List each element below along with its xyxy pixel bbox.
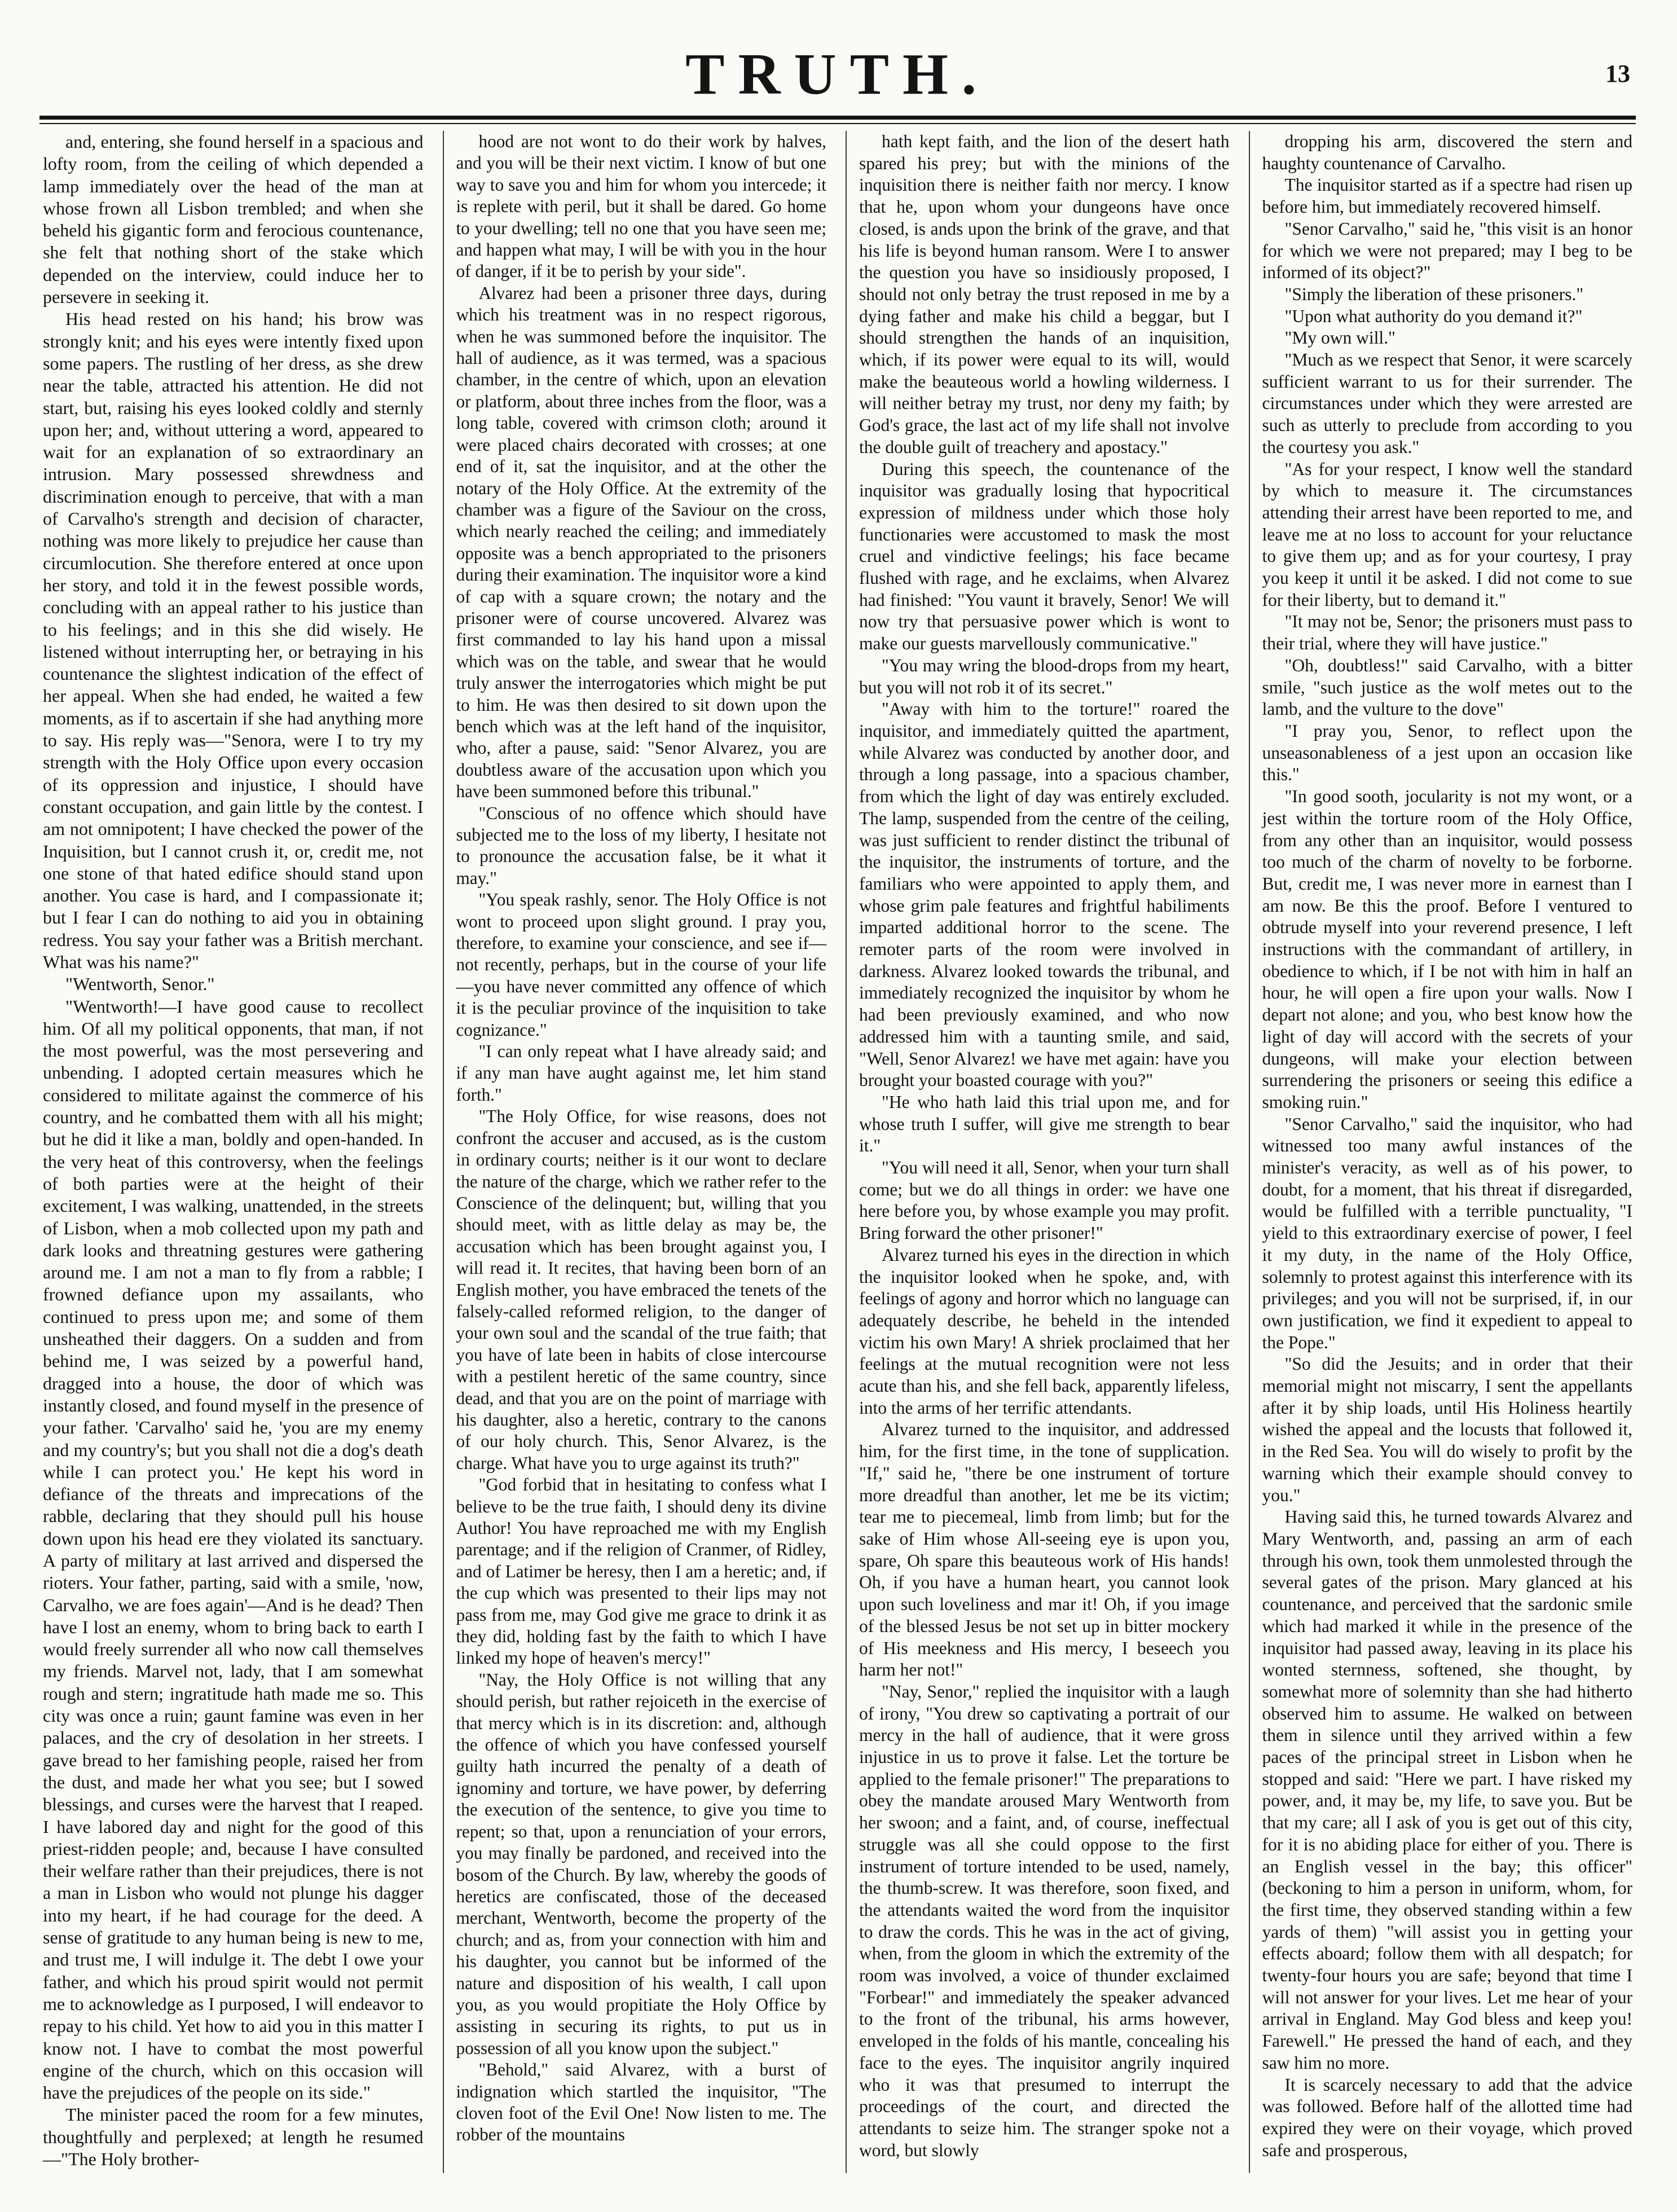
paragraph: "Much as we respect that Senor, it were scarcely sufficient warrant to us for their surrender. The circumstances under which they were arrested are such as utterly to preclude from according to you the courtesy you ask." bbox=[1262, 350, 1632, 457]
paragraph: The minister paced the room for a few minutes, thoughtfully and perplexed; at length he resumed—"The Holy brother- bbox=[43, 2104, 424, 2170]
paragraph: "Away with him to the torture!" roared the inquisitor, and immediately quitted the apartment, while Alvarez was conducted by another door, and through a long passage, into a spacious chamber, from which the light of day was entirely excluded. The lamp, suspended from the centre of the ceiling, was just sufficient to render distinct the tribunal of the inquisitor, the instruments of torture, and the familiars who were appointed to apply them, and whose grim pale features and frightful habiliments imparted additional horror to the scene. The remoter parts of the room were involved in darkness. Alvarez looked towards the tribunal, and immediately recognized the inquisitor by whom he had been previously examined, and who now addressed him with a taunting smile, and said, "Well, Senor Alvarez! we have met again: have you brought your boasted courage with you?" bbox=[859, 699, 1230, 1090]
paragraph: Alvarez turned his eyes in the direction in which the inquisitor looked when he spoke, and, with feelings of agony and horror which no language can adequately describe, he beheld in the intended victim his own Mary! A shriek proclaimed that her feelings at the mutual recognition were not less acute than his, and she fell back, apparently lifeless, into the arms of her terrific attendants. bbox=[859, 1244, 1230, 1418]
paragraph: "Wentworth, Senor." bbox=[65, 974, 215, 995]
paragraph: His head rested on his hand; his brow was strongly knit; and his eyes were intently fixed upon some papers. The rustling of her dress, as she drew near the table, attracted his attention. He did not start, but, raising his eyes looked coldly and sternly upon her; and, without uttering a word, appeared to wait for an explanation of so extraordinary an intrusion. Mary possessed shrewdness and discrimination enough to perceive, that with a man of Carvalho's strength and decision of character, nothing was more likely to prejudice her cause than circumlocution. She therefore entered at once upon her story, and told it in the fewest possible words, concluding with an appeal rather to his justice than to his feelings; and in this she did wisely. He listened without interrupting her, or betraying in his countenance the slightest indication of the effect of her appeal. When she had ended, he waited a few moments, as if to ascertain if she had anything more to say. His reply was—"Senora, were I to try my strength with the Holy Office upon every occasion of its oppression and injustice, I should have constant occupation, and gain little by the contest. I am not omnipotent; I have checked the power of the Inquisition, but I cannot crush it, or, credit me, not one stone of that hated edifice should stand upon another. You case is hard, and I compassionate it; but I fear I can do nothing to aid you in obtaining redress. You say your father was a British merchant. What was his name?" bbox=[43, 309, 424, 972]
article-columns bbox=[39, 131, 1636, 2173]
paragraph: dropping his arm, discovered the stern and haughty countenance of Carvalho. bbox=[1262, 131, 1632, 173]
paragraph: Having said this, he turned towards Alvarez and Mary Wentworth, and, passing an arm of each through his own, took them unmolested through the several gates of the prison. Mary glanced at his countenance, and perceived that the sardonic smile which had marked it while in the presence of the inquisitor had passed away, leaving in its place his wonted sternness, softened, she thought, by somewhat more of solemnity than she had hitherto observed him to assume. He walked on between them in silence until they arrived within a few paces of the principal street in Lisbon when he stopped and said: "Here we part. I have risked my power, and, it may be, my life, to save you. But be that my care; all I ask of you is get out of this city, for it is no abiding place for either of you. There is an English vessel in the bay; this officer" (beckoning to him a person in uniform, whom, for the first time, they observed standing within a few yards of them) "will assist you in getting your effects aboard; follow them with all despatch; for twenty-four hours you are safe; beyond that time I will not answer for your lives. Let me hear of your arrival in England. May God bless and keep you! Farewell." He pressed the hand of each, and they saw him no more. bbox=[1262, 1507, 1632, 2073]
paragraph: "You will need it all, Senor, when your turn shall come; but we do all things in order: we have one here before you, by whose example you may profit. Bring forward the other prisoner!" bbox=[859, 1158, 1230, 1243]
paragraph: "Behold," said Alvarez, with a burst of indignation which startled the inquisitor, "The cloven foot of the Evil One! Now listen to me. The robber of the mountains bbox=[456, 2060, 826, 2145]
paragraph: "I can only repeat what I have already said; and if any man have aught against me, let him stand forth." bbox=[456, 1041, 826, 1105]
paragraph: It is scarcely necessary to add that the advice was followed. Before half of the allotted time had expired they were on their voyage, which proved safe and prosperous, bbox=[1262, 2074, 1632, 2160]
column-4 bbox=[1249, 131, 1636, 2173]
paragraph: Alvarez turned to the inquisitor, and addressed him, for the first time, in the tone of supplication. "If," said he, "there be one instrument of torture more dreadful than another, let me be its victim; tear me to piecemeal, limb from limb; but for the sake of Him whose All-seeing eye is upon you, spare, Oh spare this beauteous work of His hands! Oh, if you have a human heart, you cannot look upon such loveliness and mar it! Oh, if you image of the blessed Jesus be not set up in bitter mockery of His meekness and His mercy, I beseech you harm her not!" bbox=[859, 1419, 1230, 1680]
paragraph: "As for your respect, I know well the standard by which to measure it. The circumstances attending their arrest have been reported to me, and leave me at no loss to account for your reluctance to give them up; and as for your courtesy, I pray you keep it until it be asked. I did not come to sue for their liberty, but to demand it." bbox=[1262, 459, 1632, 610]
column-1 bbox=[39, 131, 427, 2173]
masthead bbox=[39, 34, 1636, 118]
paragraph: "Wentworth!—I have good cause to recollect him. Of all my political opponents, that man, if not the most powerful, was the most persevering and unbending. I adopted certain measures which he considered to militate against the commerce of his country, and he combatted them with all his might; but he did it like a man, boldly and open-handed. In the very heat of this controversy, when the feelings of both parties were at the height of their excitement, I was walking, unattended, in the streets of Lisbon, when a mob collected upon my path and dark looks and threatning gestures were gathering around me. I am not a man to fly from a rabble; I frowned defiance upon my assailants, who continued to press upon me; and some of them unsheathed their daggers. On a sudden and from behind me, I was seized by a powerful hand, dragged into a house, the door of which was instantly closed, and found myself in the presence of your father. 'Carvalho' said he, 'you are my enemy and my country's; but you shall not die a dog's death while I can protect you.' He kept his word in defiance of the threats and imprecations of the rabble, declaring that they should pull his house down upon his head ere they violated its sanctuary. A party of military at last arrived and dispersed the rioters. Your father, parting, said with a smile, 'now, Carvalho, we are foes again'—And is he dead? Then have I lost an enemy, whom to bring back to earth I would freely surrender all who now call themselves my friends. Marvel not, lady, that I am somewhat rough and stern; ingratitude hath made me so. This city was once a ruin; gaunt famine was even in her palaces, and the cry of desolation in her streets. I gave bread to her famishing people, raised her from the dust, and made her what you see; but I sowed blessings, and curses were the harvest that I reaped. I have labored day and night for the good of this priest-ridden people; and, because I have consulted their welfare rather than their prejudices, there is not a man in Lisbon who would not plunge his dagger into my heart, if he had courage for the deed. A sense of gratitude to any human being is new to me, and trust me, I will indulge it. The debt I owe your father, and which his proud spirit would not permit me to acknowledge as I purposed, I will endeavor to repay to his child. Yet how to aid you in this matter I know not. I have to combat the most powerful engine of the church, which on this occasion will have the prejudices of the people on its side." bbox=[43, 996, 424, 2103]
paragraph: hood are not wont to do their work by halves, and you will be their next victim. I know of but one way to save you and him for whom you intercede; it is replete with peril, but it shall be dared. Go home to your dwelling; tell no one that you have seen me; and happen what may, I will be with you in the hour of danger, if it be to perish by your side". bbox=[456, 131, 826, 282]
column-3 bbox=[846, 131, 1233, 2173]
newspaper-title: TRUTH. bbox=[685, 42, 990, 107]
paragraph: "Nay, Senor," replied the inquisitor with a laugh of irony, "You drew so captivating a portrait of our mercy in the hall of audience, that it were gross injustice in us to prove it false. Let the torture be applied to the female prisoner!" The preparations to obey the mandate aroused Mary Wentworth from her swoon; and a faint, and, of course, ineffectual struggle was all she could oppose to the first instrument of torture intended to be used, namely, the thumb-screw. It was therefore, soon fixed, and the attendants waited the word from the inquisitor to draw the cords. This he was in the act of giving, when, from the gloom in which the extremity of the room was involved, a voice of thunder exclaimed "Forbear!" and immediately the speaker advanced to the front of the tribunal, his arms however, enveloped in the folds of his mantle, concealing his face to the eyes. The inquisitor angrily inquired who it was that presumed to interrupt the proceedings of the court, and directed the attendants to seize him. The stranger spoke not a word, but slowly bbox=[859, 1681, 1230, 2160]
paragraph: "Senor Carvalho," said the inquisitor, who had witnessed too many awful instances of the minister's veracity, as well as of his power, to doubt, for a moment, that his threat if disregarded, would be fulfilled with a terrible punctuality, "I yield to this extraordinary exercise of power, I feel it my duty, in the name of the Holy Office, solemnly to protest against this interference with its privileges; and you will not be surprised, if, in our own justification, we find it expedient to appeal to the Pope." bbox=[1262, 1114, 1632, 1352]
paragraph: "The Holy Office, for wise reasons, does not confront the accuser and accused, as is the custom in ordinary courts; neither is it our wont to declare the nature of the charge, which we rather refer to the Conscience of the delinquent; but, willing that you should meet, with as little delay as may be, the accusation which has been brought against you, I will read it. It recites, that having been born of an English mother, you have embraced the tenets of the falsely-called reformed religion, to the danger of your own soul and the scandal of the true faith; that you have of late been in habits of close intercourse with a pestilent heretic of the same country, since dead, and that you are on the point of marriage with his daughter, also a heretic, contrary to the canons of our holy church. This, Senor Alvarez, is the charge. What have you to urge against its truth?" bbox=[456, 1106, 826, 1473]
column-2 bbox=[443, 131, 830, 2173]
paragraph: "Oh, doubtless!" said Carvalho, with a bitter smile, "such justice as the wolf metes out to the lamb, and the vulture to the dove" bbox=[1262, 655, 1632, 719]
paragraph: and, entering, she found herself in a spacious and lofty room, from the ceiling of which depended a lamp immediately over the head of the man at whose frown all Lisbon trembled; and when she beheld his gigantic form and ferocious countenance, she felt that nothing short of the stake which depended on the interview, could induce her to persevere in seeking it. bbox=[43, 131, 424, 307]
paragraph: "In good sooth, jocularity is not my wont, or a jest within the torture room of the Holy Office, from any other than an inquisitor, would possess too much of the charm of novelty to be forborne. But, credit me, I was never more in earnest than I am now. Be this the proof. Before I ventured to obtrude myself into your reverend presence, I left instructions with the commandant of artillery, in obedience to which, if I be not with him in half an hour, he will open a fire upon your walls. Now I depart not alone; and you, who best know how the light of day will accord with the secrets of your dungeons, will make your election between surrendering the prisoners or seeing this edifice a smoking ruin." bbox=[1262, 786, 1632, 1112]
paragraph: "My own will." bbox=[1284, 328, 1396, 348]
masthead-rule bbox=[39, 116, 1636, 120]
paragraph: "Simply the liberation of these prisoners." bbox=[1284, 284, 1584, 304]
paragraph: "I pray you, Senor, to reflect upon the unseasonableness of a jest upon an occasion like this." bbox=[1262, 720, 1632, 785]
paragraph: "Nay, the Holy Office is not willing that any should perish, but rather rejoiceth in the exercise of that mercy which is in its discretion: and, although the offence of which you have confessed yourself guilty hath incurred the penalty of a death of ignominy and torture, we have power, by deferring the execution of the sentence, to give you time to repent; so that, upon a renunciation of your errors, you may finally be pardoned, and received into the bosom of the Church. By law, whereby the goods of heretics are confiscated, those of the deceased merchant, Wentworth, become the property of the church; and as, from your connection with him and his daughter, you cannot but be informed of the nature and disposition of his wealth, I call upon you, as you would propitiate the Holy Office by assisting in securing its rights, to put us in possession of all you know upon the subject." bbox=[456, 1669, 826, 2058]
paragraph: "God forbid that in hesitating to confess what I believe to be the true faith, I should deny its divine Author! You have reproached me with my English parentage; and if the religion of Cranmer, of Ridley, and of Latimer be heresy, then I am a heretic; and, if the cup which was presented to their lips may not pass from me, may God give me grace to drink it as they did, holding fast by the faith to which I have linked my hope of heaven's mercy!" bbox=[456, 1475, 826, 1668]
paragraph: Alvarez had been a prisoner three days, during which his treatment was in no respect rigorous, when he was summoned before the inquisitor. The hall of audience, as it was termed, was a spacious chamber, in the centre of which, upon an elevation or platform, about three inches from the floor, was a long table, covered with crimson cloth; around it were placed chairs decorated with crosses; at one end of it, sat the inquisitor, and at the other the notary of the Holy Office. At the extremity of the chamber was a figure of the Saviour on the cross, which nearly reached the ceiling; and immediately opposite was a bench appropriated to the prisoners during their examination. The inquisitor wore a kind of cap with a square crown; the notary and the prisoner were of course uncovered. Alvarez was first commanded to lay his hand upon a missal which was on the table, and swear that he would truly answer the interrogatories which might be put to him. He was then desired to sit down upon the bench which was at the left hand of the inquisitor, who, after a pause, said: "Senor Alvarez, you are doubtless aware of the accusation upon which you have been summoned before this tribunal." bbox=[456, 283, 826, 802]
paragraph: "Senor Carvalho," said he, "this visit is an honor for which we were not prepared; may I beg to be informed of its object?" bbox=[1262, 218, 1632, 283]
paragraph: "Upon what authority do you demand it?" bbox=[1284, 306, 1583, 326]
paragraph: "He who hath laid this trial upon me, and for whose truth I suffer, will give me strength to bear it." bbox=[859, 1092, 1230, 1156]
paragraph: "So did the Jesuits; and in order that their memorial might not miscarry, I sent the appellants after it by ship loads, until His Holiness heartily wished the appeal and the locusts that followed it, in the Red Sea. You will do wisely to profit by the warning which their example should convey to you." bbox=[1262, 1354, 1632, 1505]
paragraph: "You speak rashly, senor. The Holy Office is not wont to proceed upon slight ground. I pray you, therefore, to examine your conscience, and see if—not recently, perhaps, but in the course of your life—you have never committed any offence of which it is the peculiar province of the inquisition to take cognizance." bbox=[456, 890, 826, 1040]
paragraph: "You may wring the blood-drops from my heart, but you will not rob it of its secret." bbox=[859, 655, 1230, 697]
paragraph: The inquisitor started as if a spectre had risen up before him, but immediately recovered himself. bbox=[1262, 175, 1632, 217]
page-number: 13 bbox=[1605, 60, 1630, 87]
paragraph: During this speech, the countenance of the inquisitor was gradually losing that hypocritical expression of mildness under which those holy functionaries were accustomed to mask the most cruel and vindictive feelings; his face became flushed with rage, and he exclaims, when Alvarez had finished: "You vaunt it bravely, Senor! We will now try that persuasive power which is wont to make our guests marvellously communicative." bbox=[859, 459, 1230, 654]
paragraph: hath kept faith, and the lion of the desert hath spared his prey; but with the minions of the inquisition there is neither faith nor mercy. I know that he, upon whom your dungeons have once closed, is ands upon the brink of the grave, and that his life is beyond human ransom. Were I to answer the question you have so insidiously proposed, I should not only betray the trust reposed in me by a dying father and make his child a beggar, but I should strengthen the hands of an inquisition, which, if its power were equal to its will, would make the beauteous world a howling wilderness. I will neither betray my trust, nor deny my faith; by God's grace, the last act of my life shall not involve the double guilt of treachery and apostacy." bbox=[859, 131, 1230, 457]
masthead-rule-thin bbox=[39, 123, 1636, 124]
paragraph: "It may not be, Senor; the prisoners must pass to their trial, where they will have justice." bbox=[1262, 612, 1632, 654]
paragraph: "Conscious of no offence which should have subjected me to the loss of my liberty, I hesitate not to pronounce the accusation false, be it what it may." bbox=[456, 803, 826, 888]
